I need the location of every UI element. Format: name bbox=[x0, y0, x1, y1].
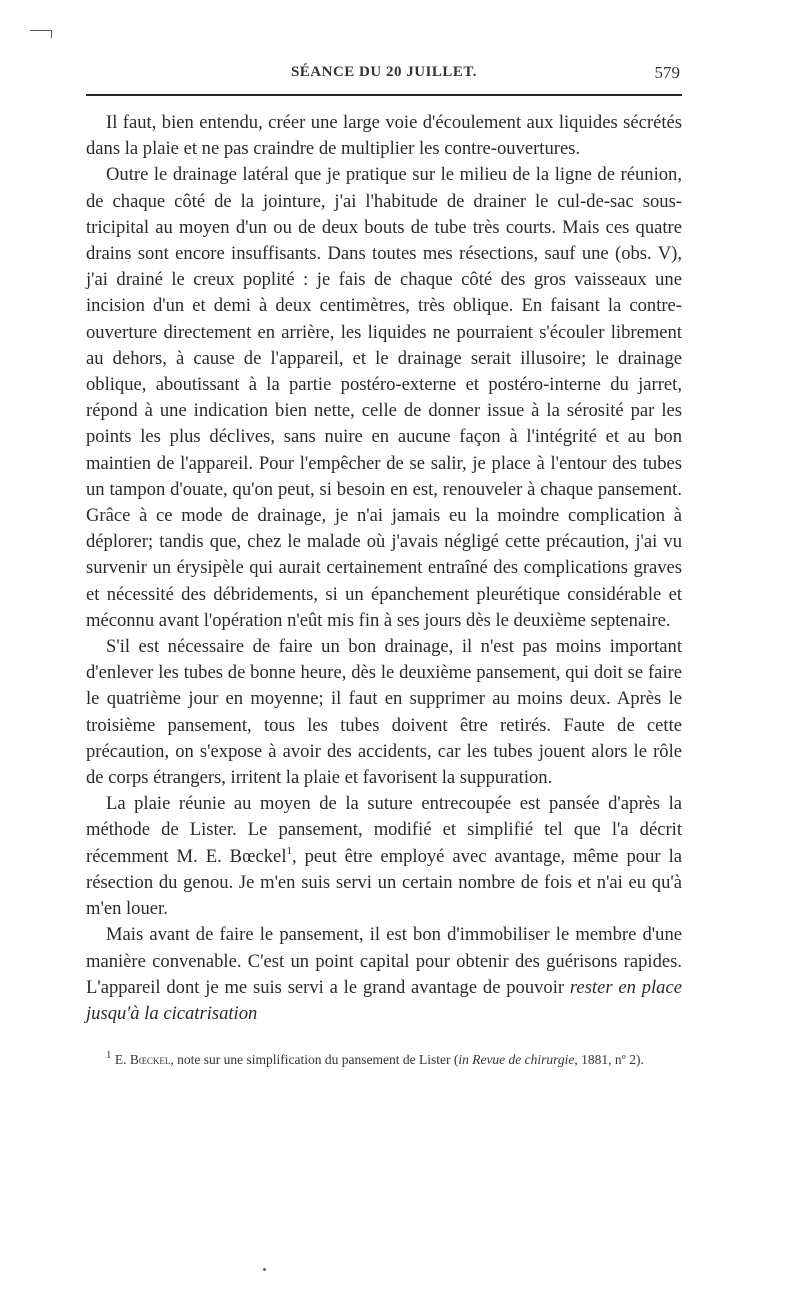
paragraph-5-italic: rester en place jusqu'à la cicatrisation bbox=[86, 976, 682, 1024]
paragraph-3: S'il est nécessaire de faire un bon drainage, il n'est pas moins important d'enlever les tubes de bonne heure, dès le deuxième pansement, qui doit se faire le quatrième jour en moyenne; il faut en supprimer au moins deux. Après le troisième pansement, tous les tubes doivent être retirés. Faute de cette précaution, on s'expose à avoir des accidents, car les tubes jouent alors le rôle de corps étrangers, irritent la plaie et favorisent la suppuration. bbox=[86, 636, 682, 789]
footnote-marker: 1 bbox=[106, 1048, 112, 1061]
paragraph-5-text: Mais avant de faire le pansement, il est bon d'immobiliser le membre d'une manière convenable. C'est un point capital pour obtenir des guérisons rapides. L'appareil dont je me suis servi a le grand avantage de pouvoir bbox=[86, 924, 682, 998]
footnote-author: E. Bœckel bbox=[114, 1052, 171, 1068]
corner-mark bbox=[30, 30, 52, 34]
footnote-journal: in Revue de chirurgie bbox=[458, 1052, 575, 1068]
page-speck bbox=[263, 1268, 266, 1271]
page bbox=[86, 60, 682, 1071]
footnote-reference: 1 bbox=[286, 844, 292, 857]
paragraph-4 bbox=[86, 791, 682, 922]
paragraph-5 bbox=[86, 922, 682, 1027]
footnote-text-end: , 1881, nº 2). bbox=[574, 1052, 644, 1068]
paragraph-2: Outre le drainage latéral que je pratique sur le milieu de la ligne de réunion, de chaque côté de la jointure, j'ai l'habitude de drainer le cul-de-sac sous-tricipital au moyen d'un ou de deux bouts de tube très courts. Mais ces quatre drains sont encore insuffisants. Dans toutes mes résections, sauf une (obs. V), j'ai drainé le creux poplité : je fais de chaque côté des gros vaisseaux une incision d'un et demi à deux centimètres, très oblique. En faisant la contre-ouverture directement en arrière, les liquides ne pourraient s'écouler librement au dehors, à cause de l'appareil, et le drainage serait illusoire; le drainage oblique, aboutissant à la partie postéro-externe et postéro-interne du jarret, répond à une indication bien nette, celle de donner issue à la sérosité par les points les plus déclives, sans nuire en aucune façon à l'intégrité et au bon maintien de l'appareil. Pour l'empêcher de se salir, je place à l'entour des tubes un tampon d'ouate, qu'on peut, si besoin en est, renouveler à chaque pansement. Grâce à ce mode de drainage, je n'ai jamais eu la moindre complication à déplorer; tandis que, chez le malade où j'avais négligé cette précaution, j'ai vu survenir un érysipèle qui aurait certainement entraîné des complications graves et nécessité des débridements, si un épanchement pleurétique considérable et méconnu avant l'opération n'eût mis fin à ses jours dès le deuxième septenaire. bbox=[86, 164, 682, 631]
footnote-area bbox=[86, 1049, 682, 1071]
footnote bbox=[86, 1049, 682, 1071]
page-number: 579 bbox=[654, 63, 680, 82]
footnote-text: , note sur une simplification du pansement de Lister ( bbox=[170, 1052, 459, 1068]
paragraph-4-text-a: La plaie réunie au moyen de la suture entrecoupée est pansée d'après la méthode de Lister. Le pansement, modifié et simplifié tel que l'a décrit récemment M. E. Bœckel bbox=[86, 793, 682, 867]
header-rule bbox=[86, 94, 682, 96]
paragraph-4-text-b: , peut être employé avec avantage, même pour la résection du genou. Je m'en suis servi un certain nombre de fois et n'ai eu qu'à m'en louer. bbox=[86, 845, 682, 920]
paragraph-1: Il faut, bien entendu, créer une large voie d'écoulement aux liquides sécrétés dans la plaie et ne pas craindre de multiplier les contre-ouvertures. bbox=[86, 112, 682, 160]
page-header bbox=[86, 60, 682, 90]
running-head: SÉANCE DU 20 JUILLET. bbox=[290, 64, 478, 80]
body-text bbox=[86, 110, 682, 1027]
